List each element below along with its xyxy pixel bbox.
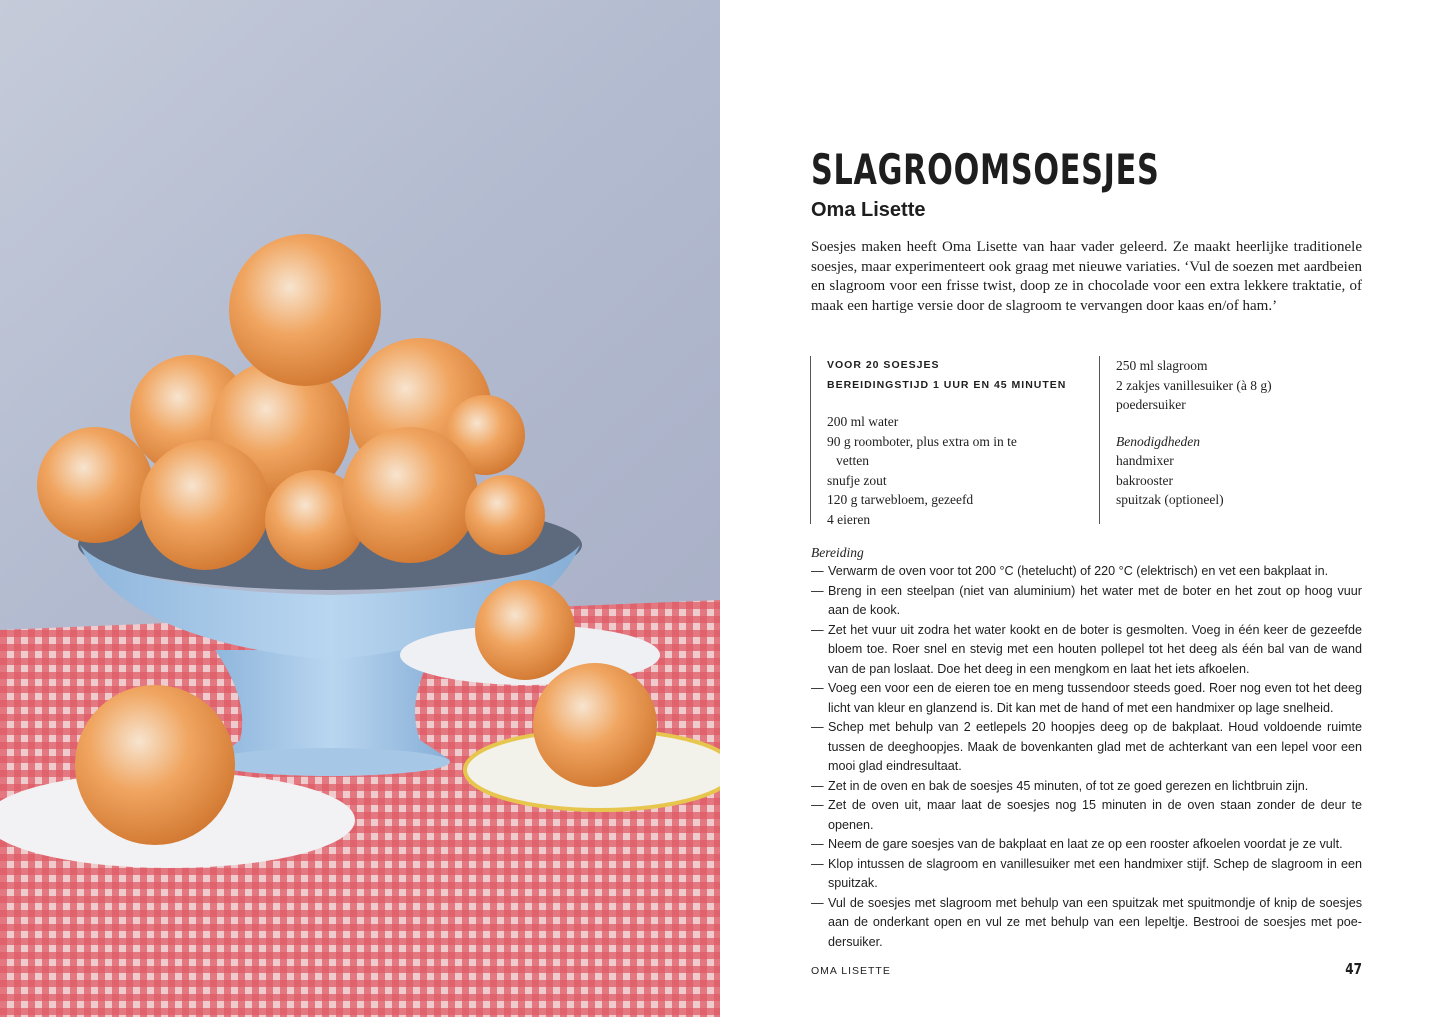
- method-step: — Zet de oven uit, maar laat de soesjes nog 15 minuten in de oven staan zonder de deur te openen.: [811, 798, 1362, 832]
- tools-label: Benodigdheden: [1116, 433, 1200, 449]
- dash-icon: —: [811, 895, 824, 910]
- ingredient-item: 2 zakjes vanillesuiker (à 8 g): [1116, 377, 1272, 393]
- dash-icon: —: [811, 798, 824, 812]
- ingredient-item: snufje zout: [827, 472, 887, 488]
- ingredient-item: 250 ml slagroom: [1116, 358, 1208, 373]
- tools-list: [1116, 451, 1362, 510]
- dash-icon: —: [811, 564, 824, 578]
- dash-icon: —: [811, 622, 824, 637]
- ingredient-list: [1116, 356, 1362, 415]
- tool-item: bakrooster: [1116, 472, 1173, 488]
- ingredient-item: 120 g tarwebloem, gezeefd: [827, 492, 974, 507]
- dash-icon: —: [811, 778, 824, 793]
- dash-icon: —: [811, 720, 824, 734]
- tool-item: handmixer: [1116, 453, 1174, 468]
- dash-icon: —: [811, 681, 824, 695]
- method-step: — Klop intussen de slagroom en vanillesuiker met een handmixer stijf. Schep de slagroom in een spuitzak.: [811, 856, 1362, 890]
- method-step: — Zet in de oven en bak de soesjes 45 minuten, of tot ze goed gerezen en lichtbruin zijn.: [811, 777, 1362, 797]
- prep-time: BEREIDINGSTIJD 1 UUR EN 45 MINUTEN: [827, 378, 1067, 391]
- method-steps: [811, 562, 1362, 952]
- dash-icon: —: [811, 856, 824, 871]
- ingredients-left-column: [810, 356, 1073, 527]
- method-step: — Voeg een voor een de eieren toe en meng tussendoor steeds goed. Roer nog even tot het deeg licht van kleur en glanzend is. Dit kan met de hand of met een handmixer op lage snelheid.: [811, 681, 1362, 715]
- dash-icon: —: [811, 583, 824, 598]
- ingredient-item: vetten: [836, 453, 869, 468]
- method-step: — Zet het vuur uit zodra het water kookt en de boter is gesmolten. Voeg in één keer de gezeefde bloem toe. Roer snel en stevig met een houten pollepel tot het deeg als één bal van de wand van de pan loslaat. Doe het deeg in een mengkom en laat het iets afkoelen.: [811, 622, 1362, 676]
- ingredient-list: [827, 412, 1073, 529]
- recipe-intro: Soesjes maken heeft Oma Lisette van haar vader geleerd. Ze maakt heerlijke traditionele soesjes, maar experimenteert ook graag met nieuwe variaties. ‘Vul de soezen met aardbeien en slagroom voor een frisse twist, doop ze in chocolade voor een extra lekkere traktatie, of maak een hartige versie door de slagroom te vervangen door kaas en/of ham.’: [811, 239, 1362, 314]
- method-step: — Neem de gare soesjes van de bakplaat en laat ze op een rooster afkoelen voordat je ze vult.: [811, 835, 1362, 855]
- ingredient-item: 90 g roomboter, plus extra om in te: [827, 433, 1017, 449]
- recipe-page: [720, 0, 1440, 1017]
- ingredients-right-column: [1099, 356, 1362, 524]
- method-step: — Vul de soesjes met slagroom met behulp van een spuitzak met spuitmondje of knip de soesjes aan de onderkant open en vul ze met behulp van een lepeltje. Bestrooi de soesjes met poedersuiker.: [811, 895, 1362, 949]
- dash-icon: —: [811, 837, 824, 851]
- page-number: 47: [1345, 960, 1362, 978]
- method-step: — Schep met behulp van 2 eetlepels 20 hoopjes deeg op de bakplaat. Houd voldoende ruimte tussen de deeghoopjes. Maak de bovenkanten glad met de achterkant van een lepel voor een mooi glad eindresultaat.: [811, 720, 1362, 773]
- ingredient-item: 4 eieren: [827, 511, 871, 527]
- method-label: Bereiding: [811, 545, 864, 560]
- ingredient-item: 200 ml water: [827, 414, 899, 429]
- servings: VOOR 20 SOESJES: [827, 359, 940, 371]
- recipe-subtitle: Oma Lisette: [811, 199, 926, 221]
- method-step: — Breng in een steelpan (niet van aluminium) het water met de boter en het zout op hoog vuur aan de kook.: [811, 583, 1362, 617]
- method-step: — Verwarm de oven voor tot 200 °C (hetelucht) of 220 °C (elektrisch) en vet een bakplaat in.: [811, 562, 1362, 582]
- ingredient-item: poedersuiker: [1116, 397, 1186, 412]
- recipe-title: SLAGROOMSOESJES: [811, 145, 1160, 194]
- tool-item: spuitzak (optioneel): [1116, 492, 1224, 507]
- running-head: OMA LISETTE: [811, 965, 891, 977]
